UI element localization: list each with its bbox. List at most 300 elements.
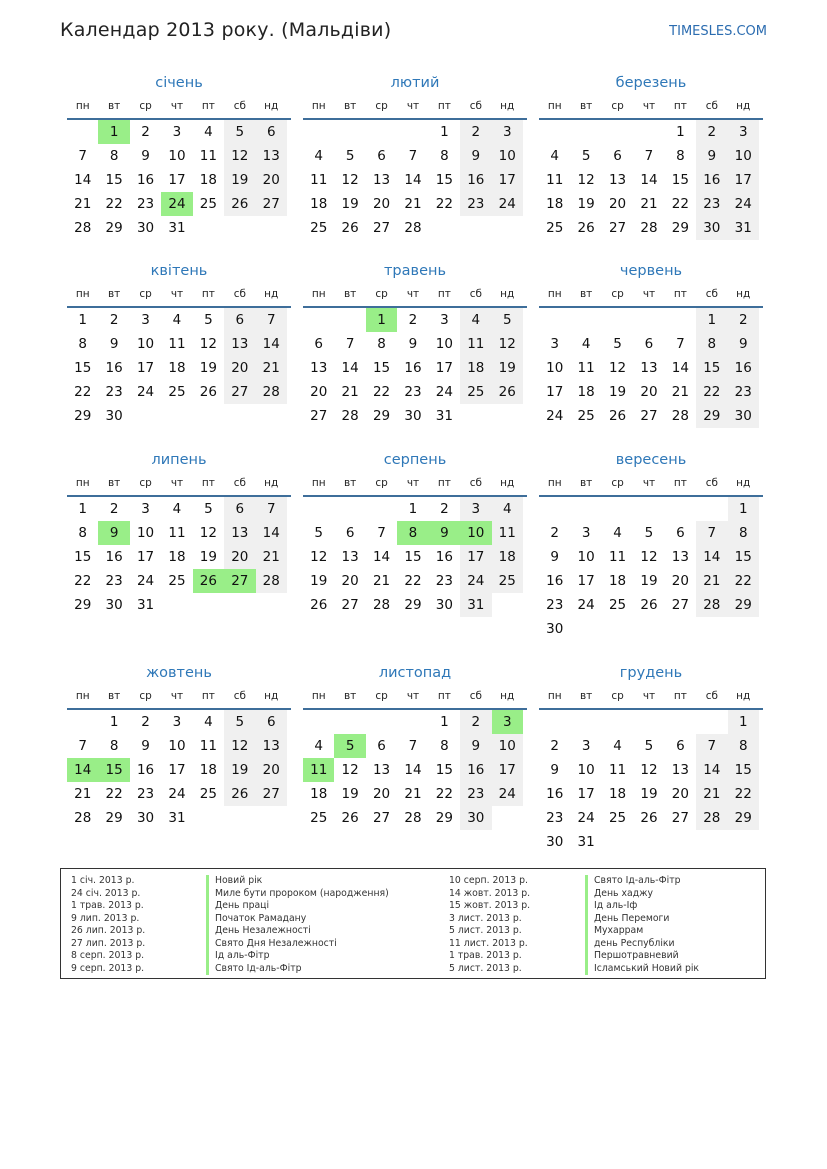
day-cell: 11	[608, 762, 627, 778]
day-cell: 15	[435, 762, 453, 778]
day-cell: 19	[577, 196, 595, 212]
day-cell: 23	[460, 782, 491, 806]
day-cell: 13	[256, 144, 287, 168]
empty-cell	[696, 710, 727, 734]
month-8	[303, 449, 527, 617]
day-cell: 27	[671, 810, 689, 826]
empty-cell	[366, 120, 397, 144]
day-cell: 23	[546, 597, 564, 613]
weekday-label: вт	[107, 477, 121, 489]
empty-cell	[728, 617, 759, 641]
legend-date: 11 лист. 2013 р.	[449, 937, 528, 949]
day-cell: 21	[671, 384, 689, 400]
empty-cell	[696, 497, 727, 521]
weekday-label: ср	[611, 100, 624, 112]
weekday-label: сб	[469, 690, 482, 702]
day-cell: 25	[199, 196, 217, 212]
legend-date: 8 серп. 2013 р.	[71, 950, 145, 961]
day-cell: 22	[435, 196, 453, 212]
day-cell: 22	[728, 569, 759, 593]
weekday-label: сб	[705, 288, 718, 300]
day-cell: 31	[577, 834, 595, 850]
day-cell: 26	[224, 782, 255, 806]
day-cell: 27	[640, 408, 658, 424]
day-cell: 12	[341, 762, 359, 778]
empty-cell	[397, 710, 428, 734]
day-cell: 23	[435, 573, 453, 589]
day-cell: 23	[696, 192, 727, 216]
weekday-label: пн	[547, 100, 562, 112]
day-cell: 25	[608, 810, 627, 826]
empty-cell	[256, 806, 287, 830]
legend-date: 9 лип. 2013 р.	[71, 912, 140, 924]
day-cell: 14	[341, 360, 359, 376]
day-cell: 3	[492, 120, 523, 144]
day-cell: 19	[224, 758, 255, 782]
empty-cell	[633, 497, 664, 521]
day-cell: 13	[372, 762, 391, 778]
empty-cell	[696, 617, 727, 641]
week-row	[67, 356, 291, 380]
weekday-label: ср	[139, 288, 152, 300]
day-cell: 15	[435, 172, 453, 188]
day-cell: 3	[440, 312, 449, 328]
weekday-label: вт	[107, 288, 121, 300]
week-row	[303, 404, 527, 428]
weekday-label: чт	[170, 690, 184, 702]
weekday-label: нд	[736, 288, 751, 300]
day-cell: 5	[204, 501, 213, 517]
day-cell: 5	[492, 308, 523, 332]
empty-cell	[665, 308, 696, 332]
day-cell: 13	[640, 360, 658, 376]
week-row	[67, 308, 291, 332]
day-cell: 20	[372, 196, 391, 212]
week-row	[67, 216, 291, 240]
empty-cell	[224, 593, 255, 617]
weekday-label: сб	[233, 100, 246, 112]
day-cell: 6	[345, 525, 355, 541]
week-row	[303, 782, 527, 806]
legend-holiday-name: Свято Ід-аль-Фітр	[585, 875, 699, 888]
day-cell: 4	[314, 738, 323, 754]
weekday-header	[67, 94, 291, 120]
weekday-label: пт	[201, 477, 215, 489]
day-cell: 27	[341, 597, 359, 613]
day-cell: 4	[613, 738, 622, 754]
day-cell: 9	[141, 148, 150, 164]
weekday-label: ср	[139, 477, 152, 489]
day-cell: 5	[581, 148, 591, 164]
day-cell: 26	[492, 380, 523, 404]
day-cell: 6	[377, 738, 386, 754]
empty-cell	[696, 830, 727, 854]
day-cell: 9	[460, 144, 491, 168]
day-cell: 30	[105, 597, 123, 613]
day-cell: 2	[460, 120, 491, 144]
weekday-label: чт	[170, 100, 184, 112]
day-cell: 16	[546, 573, 564, 589]
week-row	[539, 380, 763, 404]
day-cell: 30	[105, 408, 123, 424]
day-cell: 10	[168, 148, 186, 164]
day-cell: 7	[377, 525, 386, 541]
day-cell: 29	[105, 810, 123, 826]
day-cell: 8	[676, 148, 685, 164]
weekday-label: чт	[406, 690, 420, 702]
day-cell: 6	[676, 525, 685, 541]
week-row	[303, 216, 527, 240]
day-cell: 16	[105, 360, 123, 376]
empty-cell	[193, 806, 224, 830]
day-cell: 16	[105, 549, 123, 565]
weekday-label: нд	[264, 477, 279, 489]
empty-cell	[224, 806, 255, 830]
day-cell: 15	[74, 360, 92, 376]
empty-cell	[460, 216, 491, 240]
day-cell: 12	[640, 549, 658, 565]
day-cell: 21	[341, 384, 359, 400]
weekday-label: пн	[311, 477, 326, 489]
day-cell: 3	[581, 525, 591, 541]
day-cell: 13	[372, 172, 391, 188]
day-cell: 14	[67, 758, 98, 782]
weekday-label: пт	[201, 690, 215, 702]
weekday-label: чт	[406, 477, 420, 489]
day-cell: 26	[640, 810, 658, 826]
day-cell: 2	[141, 124, 150, 140]
day-cell: 14	[696, 545, 727, 569]
day-cell: 24	[460, 569, 491, 593]
day-cell: 19	[640, 786, 658, 802]
day-cell: 15	[372, 360, 391, 376]
day-cell: 13	[310, 360, 328, 376]
day-cell: 3	[172, 714, 182, 730]
day-cell: 23	[546, 810, 564, 826]
day-cell: 28	[671, 408, 689, 424]
day-cell: 23	[136, 786, 155, 802]
day-cell: 1	[696, 308, 727, 332]
week-row	[67, 545, 291, 569]
weekday-label: пт	[437, 100, 451, 112]
week-row	[303, 192, 527, 216]
day-cell: 6	[613, 148, 622, 164]
day-cell: 29	[105, 220, 123, 236]
day-cell: 21	[372, 573, 391, 589]
day-cell: 20	[671, 573, 689, 589]
day-cell: 23	[728, 380, 759, 404]
day-cell: 3	[172, 124, 182, 140]
week-row	[539, 830, 763, 854]
day-cell: 19	[341, 196, 359, 212]
legend-holiday-name: Мухаррам	[585, 925, 699, 938]
weekday-label: вт	[343, 100, 357, 112]
day-cell: 14	[404, 762, 422, 778]
day-cell: 12	[199, 525, 217, 541]
day-cell: 1	[676, 124, 685, 140]
day-cell: 16	[460, 758, 491, 782]
week-row	[303, 569, 527, 593]
day-cell: 7	[408, 148, 418, 164]
day-cell: 30	[404, 408, 422, 424]
day-cell: 30	[728, 404, 759, 428]
day-cell: 6	[377, 148, 386, 164]
day-cell: 16	[728, 356, 759, 380]
day-cell: 4	[613, 525, 622, 541]
weekday-label: пт	[437, 690, 451, 702]
day-cell: 21	[74, 196, 92, 212]
legend-holiday-name: день Республіки	[585, 938, 699, 951]
empty-cell	[539, 497, 570, 521]
day-cell: 12	[224, 144, 255, 168]
week-row	[539, 497, 763, 521]
day-cell: 3	[460, 497, 491, 521]
legend-date: 15 жовт. 2013 р.	[449, 900, 531, 911]
day-cell: 17	[168, 762, 186, 778]
weekday-label: сб	[469, 100, 482, 112]
empty-cell	[67, 120, 98, 144]
weekday-label: пт	[673, 100, 687, 112]
empty-cell	[633, 120, 664, 144]
holiday-legend	[60, 868, 766, 979]
day-cell: 2	[408, 312, 418, 328]
month-name: травень	[383, 263, 447, 279]
empty-cell	[539, 710, 570, 734]
week-row	[67, 593, 291, 617]
weekday-header	[539, 282, 763, 308]
day-cell: 5	[613, 336, 622, 352]
day-cell: 31	[136, 597, 155, 613]
week-row	[303, 593, 527, 617]
day-cell: 12	[199, 336, 217, 352]
day-cell: 5	[644, 525, 654, 541]
empty-cell	[602, 617, 633, 641]
weekday-label: вт	[107, 690, 121, 702]
day-cell: 13	[224, 521, 255, 545]
day-cell: 28	[256, 380, 287, 404]
day-cell: 26	[224, 192, 255, 216]
day-cell: 5	[345, 148, 355, 164]
day-cell: 8	[109, 738, 119, 754]
day-cell: 24	[136, 384, 155, 400]
legend-holiday-name: Миле бути пророком (народження)	[206, 888, 389, 901]
day-cell: 26	[577, 220, 595, 236]
legend-holiday-name: День Перемоги	[585, 913, 699, 926]
day-cell: 31	[728, 216, 759, 240]
week-row	[539, 216, 763, 240]
day-cell: 26	[640, 597, 658, 613]
day-cell: 27	[608, 220, 627, 236]
day-cell: 7	[696, 521, 727, 545]
day-cell: 4	[172, 501, 182, 517]
day-cell: 7	[345, 336, 355, 352]
day-cell: 17	[136, 549, 155, 565]
day-cell: 27	[256, 192, 287, 216]
day-cell: 11	[303, 758, 334, 782]
weekday-label: чт	[642, 100, 656, 112]
legend-holiday-name: День хаджу	[585, 888, 699, 901]
day-cell: 30	[435, 597, 453, 613]
week-row	[303, 545, 527, 569]
day-cell: 8	[377, 336, 386, 352]
day-cell: 5	[224, 710, 255, 734]
day-cell: 6	[676, 738, 685, 754]
week-row	[303, 356, 527, 380]
day-cell: 6	[256, 120, 287, 144]
week-row	[67, 710, 291, 734]
empty-cell	[224, 404, 255, 428]
weekday-label: вт	[579, 100, 593, 112]
day-cell: 9	[429, 521, 460, 545]
day-cell: 19	[341, 786, 359, 802]
day-cell: 24	[577, 810, 595, 826]
day-cell: 12	[310, 549, 328, 565]
empty-cell	[366, 710, 397, 734]
empty-cell	[429, 216, 460, 240]
brand-link[interactable]: TIMESLES.COM	[669, 24, 767, 39]
day-cell: 2	[696, 120, 727, 144]
empty-cell	[570, 120, 601, 144]
empty-cell	[602, 308, 633, 332]
month-1	[67, 72, 291, 240]
day-cell: 28	[372, 597, 391, 613]
day-cell: 20	[224, 545, 255, 569]
day-cell: 15	[98, 758, 129, 782]
day-cell: 16	[136, 762, 155, 778]
legend-holiday-name: День Незалежності	[206, 925, 389, 938]
day-cell: 9	[728, 332, 759, 356]
day-cell: 19	[608, 384, 627, 400]
week-row	[539, 521, 763, 545]
day-cell: 6	[314, 336, 323, 352]
empty-cell	[130, 404, 161, 428]
day-cell: 7	[408, 738, 418, 754]
weekday-label: пн	[75, 100, 90, 112]
day-cell: 12	[492, 332, 523, 356]
day-cell: 2	[550, 525, 559, 541]
week-row	[539, 710, 763, 734]
day-cell: 8	[728, 521, 759, 545]
week-row	[303, 521, 527, 545]
day-cell: 27	[372, 810, 391, 826]
day-cell: 10	[460, 521, 491, 545]
weekday-label: пт	[201, 288, 215, 300]
weekday-label: ср	[139, 690, 152, 702]
day-cell: 25	[168, 573, 186, 589]
month-10	[67, 662, 291, 830]
day-cell: 25	[168, 384, 186, 400]
day-cell: 29	[74, 597, 92, 613]
day-cell: 2	[460, 710, 491, 734]
day-cell: 7	[78, 738, 87, 754]
week-row	[67, 120, 291, 144]
day-cell: 29	[372, 408, 391, 424]
day-cell: 21	[640, 196, 658, 212]
day-cell: 11	[577, 360, 595, 376]
day-cell: 22	[696, 380, 727, 404]
empty-cell	[193, 404, 224, 428]
legend-date: 24 січ. 2013 р.	[71, 887, 141, 899]
empty-cell	[460, 404, 491, 428]
day-cell: 15	[671, 172, 689, 188]
week-row	[67, 497, 291, 521]
weekday-label: сб	[469, 477, 482, 489]
day-cell: 24	[161, 192, 192, 216]
day-cell: 19	[492, 356, 523, 380]
month-name: листопад	[378, 665, 452, 681]
day-cell: 27	[372, 220, 391, 236]
day-cell: 18	[577, 384, 595, 400]
day-cell: 1	[78, 501, 87, 517]
weekday-label: нд	[264, 690, 279, 702]
legend-holiday-name: Новий рік	[206, 875, 389, 888]
day-cell: 18	[492, 545, 523, 569]
day-cell: 8	[78, 336, 87, 352]
week-row	[67, 404, 291, 428]
day-cell: 9	[98, 521, 129, 545]
week-row	[67, 734, 291, 758]
day-cell: 18	[310, 786, 328, 802]
day-cell: 15	[728, 758, 759, 782]
week-row	[67, 806, 291, 830]
day-cell: 6	[224, 308, 255, 332]
week-row	[303, 332, 527, 356]
week-row	[303, 734, 527, 758]
empty-cell	[193, 593, 224, 617]
empty-cell	[492, 593, 523, 617]
weekday-header	[303, 94, 527, 120]
day-cell: 19	[199, 360, 217, 376]
day-cell: 23	[105, 384, 123, 400]
day-cell: 9	[141, 738, 150, 754]
week-row	[303, 120, 527, 144]
week-row	[303, 710, 527, 734]
day-cell: 15	[696, 356, 727, 380]
weekday-label: сб	[233, 288, 246, 300]
day-cell: 15	[728, 545, 759, 569]
day-cell: 21	[404, 786, 422, 802]
legend-date: 26 лип. 2013 р.	[71, 925, 146, 936]
day-cell: 25	[199, 786, 217, 802]
day-cell: 13	[671, 762, 689, 778]
day-cell: 2	[109, 501, 119, 517]
day-cell: 14	[404, 172, 422, 188]
month-3	[539, 72, 763, 240]
day-cell: 26	[310, 597, 328, 613]
day-cell: 9	[460, 734, 491, 758]
weekday-label: сб	[233, 690, 246, 702]
legend-date: 5 лист. 2013 р.	[449, 925, 522, 936]
week-row	[67, 332, 291, 356]
day-cell: 20	[256, 168, 287, 192]
weekday-label: нд	[736, 477, 751, 489]
day-cell: 22	[728, 782, 759, 806]
week-row	[67, 782, 291, 806]
week-row	[539, 569, 763, 593]
day-cell: 14	[372, 549, 391, 565]
day-cell: 26	[341, 810, 359, 826]
day-cell: 5	[314, 525, 323, 541]
day-cell: 19	[310, 573, 328, 589]
week-row	[303, 497, 527, 521]
month-name: червень	[619, 263, 683, 279]
day-cell: 2	[728, 308, 759, 332]
week-row	[539, 356, 763, 380]
day-cell: 27	[256, 782, 287, 806]
legend-date: 27 лип. 2013 р.	[71, 937, 146, 949]
day-cell: 14	[640, 172, 658, 188]
legend-right-dates	[449, 875, 530, 975]
